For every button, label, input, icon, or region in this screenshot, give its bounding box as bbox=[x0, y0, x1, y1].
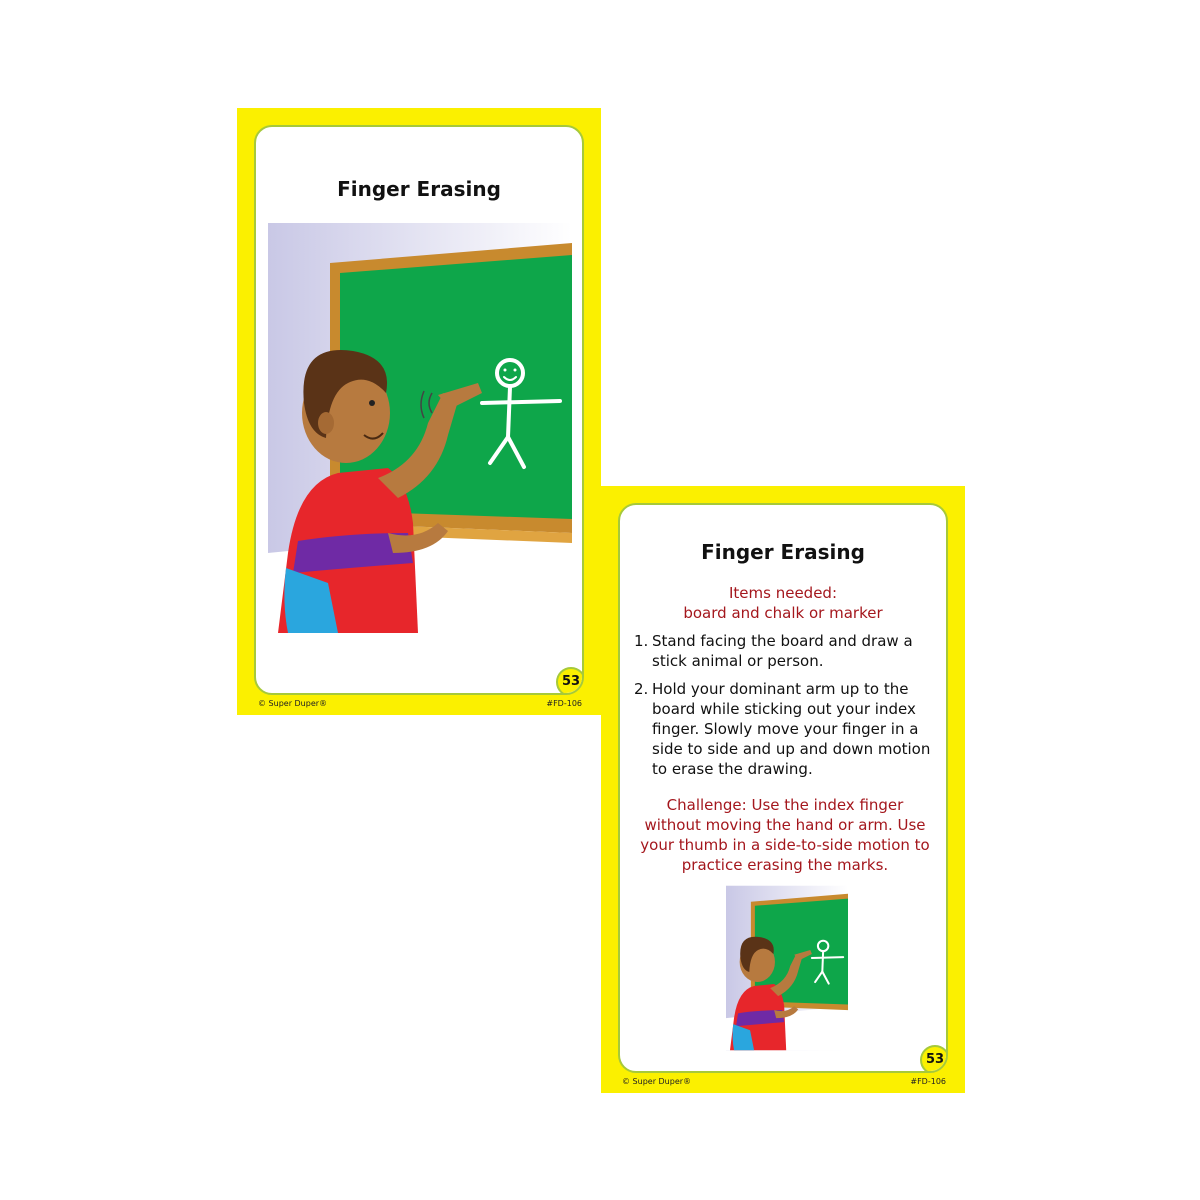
items-needed-value: board and chalk or marker bbox=[683, 604, 883, 622]
step-item bbox=[634, 631, 934, 671]
chalkboard-thumbnail bbox=[726, 883, 848, 1053]
card-title: Finger Erasing bbox=[701, 540, 865, 564]
chalkboard-illustration bbox=[268, 223, 572, 633]
items-needed-label: Items needed: bbox=[728, 584, 838, 602]
card-front-panel bbox=[254, 125, 584, 695]
step-text: Hold your dominant arm up to the board while sticking out your index finger. Slowly move your finger in a side to side and up and down motion to erase the drawing. bbox=[652, 680, 931, 778]
card-number-badge: 53 bbox=[920, 1045, 948, 1073]
step-number: 2. bbox=[634, 680, 649, 698]
product-code-text: #FD-106 bbox=[910, 1077, 946, 1086]
instruction-steps bbox=[634, 631, 934, 787]
copyright-text: © Super Duper® bbox=[258, 699, 328, 708]
copyright-text: © Super Duper® bbox=[622, 1077, 692, 1086]
card-number-badge: 53 bbox=[556, 667, 584, 695]
card-front bbox=[237, 108, 601, 715]
step-text: Stand facing the board and draw a stick animal or person. bbox=[652, 632, 913, 670]
product-code-text: #FD-106 bbox=[546, 699, 582, 708]
challenge-text: Challenge: Use the index finger without moving the hand or arm. Use your thumb in a side-to-side motion to practice erasing the marks. bbox=[640, 796, 930, 874]
card-back bbox=[601, 486, 965, 1093]
step-item bbox=[634, 679, 934, 779]
items-needed bbox=[620, 583, 946, 623]
card-back-panel bbox=[618, 503, 948, 1073]
card-title: Finger Erasing bbox=[337, 177, 501, 201]
step-number: 1. bbox=[634, 632, 649, 650]
